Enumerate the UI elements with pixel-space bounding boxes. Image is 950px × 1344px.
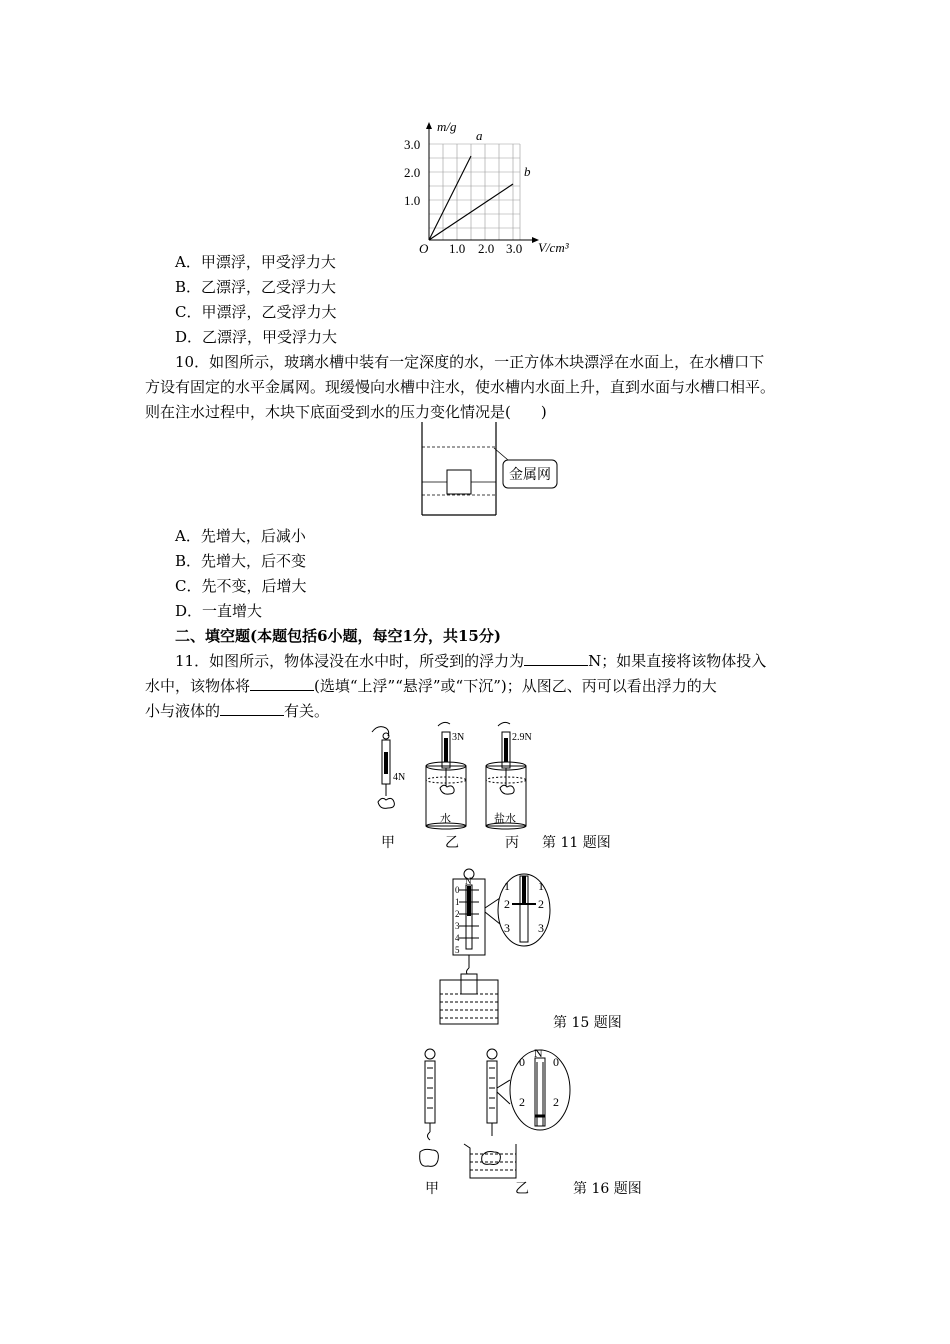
graph-grid (429, 144, 520, 240)
fig11-label-bing: 丙 (505, 835, 519, 851)
q11-text: 小与液体的 (145, 702, 221, 720)
fig11-label-jia: 甲 (381, 835, 395, 851)
x-tick-label: 2.0 (478, 241, 495, 256)
q11-blank-2[interactable] (250, 676, 314, 691)
y-axis-arrow (426, 122, 432, 129)
x-axis-label: V/cm³ (538, 240, 569, 255)
q11-text: (选填“上浮”“悬浮”或“下沉”)；从图乙、丙可以看出浮力的大 (314, 677, 717, 695)
metal-net-label: 金属网 (509, 468, 551, 483)
spring-scale-jia (372, 727, 394, 809)
scale-tick: 3 (455, 921, 460, 931)
reading-jia: 4N (393, 772, 406, 783)
q10-text-line1: 10．如图所示，玻璃水槽中装有一定深度的水，一正方体木块漂浮在水面上，在水槽口下 (175, 353, 765, 371)
zoom-tick: 0 (519, 1055, 525, 1069)
q11-blank-3[interactable] (220, 701, 284, 716)
series-b-label: b (524, 164, 531, 179)
q10-option-a: A．先增大，后减小 (175, 527, 306, 545)
scale-unit: N (465, 876, 472, 886)
q9-option-d: D．乙漂浮，甲受浮力大 (175, 328, 338, 346)
zoom-tick: 1 (538, 879, 544, 893)
fig11-caption: 第 11 题图 (542, 835, 611, 851)
liquid-salt-water-label: 盐水 (494, 813, 516, 825)
wooden-block (447, 470, 471, 494)
figure-15 (436, 868, 582, 1030)
beaker-yi (464, 1144, 516, 1178)
scale-tick: 4 (455, 933, 460, 943)
scale-tick: 5 (455, 945, 460, 955)
zoom-tick: 1 (504, 879, 510, 893)
stone-jia (420, 1149, 439, 1166)
fig15-caption: 第 15 题图 (553, 1015, 622, 1031)
x-tick-label: 1.0 (449, 241, 466, 256)
q11-line3 (145, 701, 329, 721)
block (461, 974, 477, 994)
q10-text-line3: 则在注水过程中，木块下底面受到水的压力变化情况是( ) (145, 403, 547, 421)
origin-label: O (419, 241, 429, 256)
scale-tick: 0 (455, 885, 460, 895)
q10-option-c: C．先不变，后增大 (175, 577, 307, 595)
section-2-title: 二、填空题(本题包括6小题，每空1分，共15分) (175, 627, 501, 645)
q11-text: 水中，该物体将 (145, 677, 251, 695)
y-tick-label: 1.0 (404, 193, 421, 208)
fig16-label-yi: 乙 (515, 1181, 529, 1197)
water-tank-figure (415, 420, 565, 520)
zoom-unit: N (534, 1046, 543, 1060)
stone-yi (482, 1152, 501, 1165)
q9-option-a: A．甲漂浮，甲受浮力大 (175, 253, 336, 271)
zoom-tick: 2 (538, 897, 544, 911)
figure-16 (408, 1044, 578, 1182)
scale-tick: 1 (455, 897, 460, 907)
q11-text: 有关。 (284, 702, 330, 720)
q10-option-d: D．一直增大 (175, 602, 263, 620)
zoom-tick: 2 (519, 1095, 525, 1109)
q11-text: N；如果直接将该物体投入 (588, 652, 767, 670)
zoom-tick: 2 (553, 1095, 559, 1109)
mass-volume-graph (400, 118, 590, 256)
fig16-label-jia: 甲 (425, 1181, 439, 1197)
zoom-tick: 0 (553, 1055, 559, 1069)
q9-option-c: C．甲漂浮，乙受浮力大 (175, 303, 337, 321)
q11-line1 (175, 651, 766, 671)
figure-11 (360, 722, 560, 830)
q11-text: 11．如图所示，物体浸没在水中时，所受到的浮力为 (175, 652, 525, 670)
y-axis-label: m/g (437, 119, 457, 134)
q11-blank-1[interactable] (524, 651, 588, 666)
liquid-water-label: 水 (440, 813, 451, 825)
zoom-tick: 3 (538, 921, 544, 935)
q9-option-b: B．乙漂浮，乙受浮力大 (175, 278, 337, 296)
series-a-label: a (476, 128, 483, 143)
q10-text-line2: 方设有固定的水平金属网。现缓慢向水槽中注水，使水槽内水面上升，直到水面与水槽口相平。 (145, 378, 776, 396)
y-tick-label: 2.0 (404, 165, 421, 180)
reading-yi: 3N (452, 732, 465, 743)
fig11-label-yi: 乙 (445, 835, 459, 851)
fig16-caption: 第 16 题图 (573, 1181, 642, 1197)
y-tick-label: 3.0 (404, 137, 421, 152)
x-tick-label: 3.0 (506, 241, 523, 256)
q11-line2 (145, 676, 717, 696)
series-line-a (429, 156, 471, 240)
scale-tick: 2 (455, 909, 460, 919)
q10-option-b: B．先增大，后不变 (175, 552, 307, 570)
reading-bing: 2.9N (512, 732, 532, 743)
zoom-tick: 3 (504, 921, 510, 935)
zoom-tick: 2 (504, 897, 510, 911)
